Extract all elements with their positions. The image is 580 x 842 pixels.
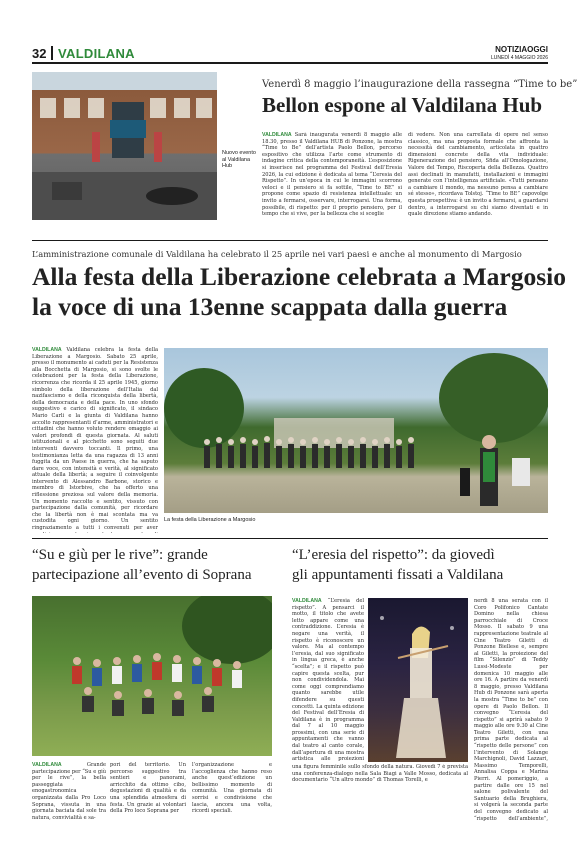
article-title-line2: la voce di una 13enne scappata dalla guerra <box>32 292 508 321</box>
group-illustration <box>32 596 272 756</box>
hikers-group-photo <box>32 596 272 756</box>
article-column: nerdì 8 una serata con il Coro Polifonico Cantate Domino nella chiesa parrocchiale di Croce Mosso. Il sabato 9 una rappresentazione teatrale al Cine Teatro Giletti di Ponzone Biellese e, sempre al Giletti, la proiezione del film “Silenzio” di Teddy Lussi-Modeste per domenica 10 maggio alle ore 16. A partire da venerdì 8 maggio, presso Valdilana Hub di Ponzone sarà aperta la mostra “Time to be” con opere di Paolo Bellon. Il convegno “L’eresia del rispetto” si aprirà sabato 9 maggio alle ore 9.30 al Cine Teatro Giletti, con una prima parte dedicata al “rispetto delle persone” con l’intervento di Solange Marchignoli, David Lazzari, Massimo Temporelli, Annalisa Coppa e Marina Pierri. Al pomeriggio, a partire dalle ore 15 nel salone polivalente del Santuario della Brughiera, si volgerà la seconda parte del convegno dedicato al “rispetto dell’ambiente”, <box>474 598 548 822</box>
article-column: di vedere. Non una carrellata di opere nel senso classico, ma una proposta formale che affronta la necessità del cambiamento, articolata in quattro dimensioni concrete della vita individuale: Rigenerazione del pensiero, Sfida all’Omologazione, Valore del Tempo, Riscoperta della Bellezza. Quattro assi declinati in manufatti, installazioni e immagini generate con l’intelligenza artificiale. «Tutti pensano a cambiare il mondo, ma nessuno pensa a cambiare sé stesso», ricordava Tolstoj. “Time to BE” capovolge questa prospettiva: è un invito a fermarsi, a guardarsi dentro, a interrogarsi su chi siamo diventati e in quale direzione stiamo andando. <box>408 132 548 218</box>
article-title-line1: “L’eresia del rispetto”: da giovedì <box>292 547 495 563</box>
article-title-line1: Alla festa della Liberazione celebrata a Margosio <box>32 262 566 291</box>
crowd-illustration <box>164 348 548 513</box>
article-column <box>32 762 106 822</box>
photo-caption: La festa della Liberazione a Margosio <box>164 517 256 523</box>
article-column: una figura femminile sullo sfondo della natura. Giovedì 7 è prevista una conferenza-dialogo nella Sala Biagi a Valle Mosso, dedicata al documentario “Un altro mondo” di Thomas Torelli, e <box>292 764 468 784</box>
article-kicker: Venerdì 8 maggio l’inaugurazione della rassegna “Time to be” <box>262 79 578 90</box>
brand-name: NOTIZIAOGGI <box>495 45 548 54</box>
photo-caption: Nuovo evento al Valdilana Hub <box>222 150 256 169</box>
column-text: Valdilana celebra la festa della Liberazione a Margosio. Sabato 25 aprile, presso il monumento ai caduti per la Resistenza alla Bocchetta di Margosio, si sono svolte le celebrazioni per la festa della Liberazione, ricorrenza che ricorda il 25 aprile 1945, giorno simbolo della liberazione dell’Italia dal nazifascismo e della riconquista della libertà, della democrazia e della pace. In uno sfondo suggestivo e carico di significato, il sindaco Mario Carli e la giunta di Valdilana hanno accolto rappresentanti d’arme, amministratori e cittadini che hanno voluto rendere omaggio ai valori profondi di questa giornata. Al saluti istituzionali e al picchetto sono seguiti due interventi davvero toccanti. Il primo, una testimonianza letta da una ragazza di 13 anni fuggita da un Paese in guerra, che ha saputo dare voce, con intensità e verità, al significato attuale della libertà; a seguire il coinvolgente intervento di Alessandro Barbone, storico e membro di Istorbive, che ha offerto una riflessione preziosa sul valore della memoria. Un momento raccolto e sentito, vissuto con partecipazione dalla comunità, per ricordare che la libertà non è mai scontata ma va custodita ogni giorno. Un sentito ringraziamento a tutti i convenuti per aver <box>32 347 158 532</box>
article-title-line1: “Su e giù per le rive”: grande <box>32 547 208 563</box>
article-column: l’organizzazione e l’accoglienza che hanno reso anche quest’edizione un bellissimo momento di comunità. Una giornata di sorrisi e condivisione che lascia, ancora una volta, ricordi speciali. <box>192 762 272 815</box>
liberation-group-photo <box>164 348 548 513</box>
hub-building-photo <box>32 72 217 220</box>
festival-poster-image <box>368 598 468 762</box>
column-text: Grande partecipazione per “Su e giù per le rive”, la bella passeggiata enogastronomica organizzata dalla Pro Loco Soprana, vissuta in una giornata baciata dal sole tra natura, convivialità e sa- <box>32 762 106 821</box>
article-column <box>262 132 402 232</box>
header-rule <box>32 62 548 64</box>
article-column: pori del territorio. Un percorso suggestivo tra sentieri e panorami, arricchito da ottimo cibo, degustazioni di qualità e da una splendida atmosfera di festa. Un grazie ai volontari della Pro loco Soprana per <box>110 762 186 815</box>
masthead <box>491 45 548 63</box>
location-tag: VALDILANA <box>262 132 292 138</box>
section-divider <box>32 240 548 241</box>
location-tag: VALDILANA <box>32 347 62 353</box>
issue-date: LUNEDÌ 4 MAGGIO 2026 <box>491 55 548 61</box>
building-illustration <box>32 72 217 220</box>
location-tag: VALDILANA <box>32 762 62 768</box>
header-divider <box>51 46 53 60</box>
article-title-line2: partecipazione all’evento di Soprana <box>32 567 252 583</box>
location-tag: VALDILANA <box>292 598 322 604</box>
article-column <box>32 347 158 533</box>
column-text: Sarà inaugurata venerdì 8 maggio alle 18.30, presso il Valdilana HUB di Ponzone, la mostra “Time to Be” dell’artista Paolo Bellon, percorso espositivo che utilizza l’arte come strumento di indagine critica della contemporaneità. L’esposizione si inserisce nel programma del Festival dell’Eresia 2026, la cui edizione è dedicata al tema “L’eresia del Rispetto”. In un’epoca in cui le immagini scorrono veloci e il pensiero si fa sottile, “Time to BE” si propone come spazio di resistenza intellettuale: un invito a fermarsi, osservare, interrogarsi. Una forma, possibile, di rispetto: per il proprio pensiero, per il tempo che si vive, per la bellezza che si sceglie <box>262 132 402 218</box>
article-column <box>292 598 364 763</box>
violinist-illustration <box>368 598 468 762</box>
section-divider <box>32 538 548 539</box>
section-title: VALDILANA <box>58 46 135 61</box>
article-title-line2: gli appuntamenti fissati a Valdilana <box>292 567 504 583</box>
article-title: Bellon espone al Valdilana Hub <box>262 93 543 117</box>
article-kicker: L’amministrazione comunale di Valdilana ha celebrato il 25 aprile nei vari paesi e anche al monumento di Margosio <box>32 249 522 259</box>
page-number: 32 <box>32 46 47 61</box>
column-text: “L’eresia del rispetto”. A pensarci il motto, il titolo che avete letto appare come una contraddizione. L’eresia è negare una verità, il rispetto è riconoscere un valore. Ma al contempo l’eresia, dal suo significato in lingua greca, è anche “scelta”; e il rispetto può capire questa scelta, pur non condividendola. Mai come oggi comprendiamo quanto sarebbe utile difendere su questi concetti. La quinta edizione del Festival dell’Eresia di Valdilana è in programma dal 7 al 10 maggio prossimi, con una serie di appuntamenti che vanno dal teatro al canto corale, dall’apertura di una mostra artistica alle proiezioni <box>292 598 364 763</box>
